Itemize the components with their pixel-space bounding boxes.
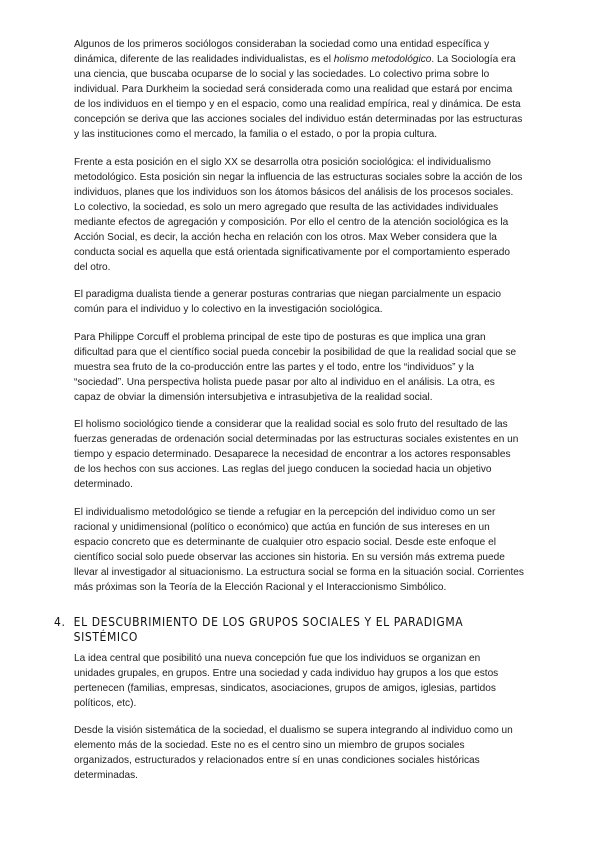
paragraph-grupos: La idea central que posibilitó una nueva concepción fue que los individuos se organizan en unidades grupales, en grupos. Entre una sociedad y cada individuo hay grupos a los que estos pertenecen (familias, empresas, sindicatos, asociaciones, grupos de amigos, iglesias, partidos políticos, etc). bbox=[74, 652, 499, 709]
paragraph-holismo-sociologico: El holismo sociológico tiende a considerar que la realidad social es solo fruto del resultado de las fuerzas generadas de ordenación social determinadas por las estructuras sociales existentes en un tiempo y espacio determinado. Desaparece la necesidad de encontrar a los actores responsables de los hechos con sus acciones. Las reglas del juego conducen la sociedad hacia un objetivo determinado. bbox=[74, 419, 519, 490]
paragraph-holismo bbox=[74, 37, 524, 142]
paragraph-individualismo-metodologico: El individualismo metodológico se tiende a refugiar en la percepción del individuo como un ser racional y unidimensional (político o económico) que actúa en función de sus intereses en un espacio concreto que es determinante de cualquier otro espacio social. Desde este enfoque el científico social solo puede observar las acciones sin historia. En su versión más extrema puede llevar al investigador al situacionismo. La estructura social se forma en la situación social. Corrientes más próximas son la Teoría de la Elección Racional y el Interaccionismo Simbólico. bbox=[74, 506, 524, 593]
paragraph-dualista: El paradigma dualista tiende a generar posturas contrarias que niegan parcialmente un espacio común para el individuo y lo colectivo en la investigación sociológica. bbox=[74, 289, 502, 315]
section-heading bbox=[54, 615, 524, 645]
paragraph-corcuff: Para Philippe Corcuff el problema principal de este tipo de posturas es que implica una gran dificultad para que el científico social pueda concebir la posibilidad de que la realidad social que se muestra sea fruto de la co-producción entre las partes y el todo, entre los “individuos” y la “sociedad”. Una perspectiva holista puede pasar por alto al individuo en el análisis. La otra, es capaz de obviar la dimensión intersubjetiva e intrasubjetiva de la realidad social. bbox=[74, 331, 517, 403]
paragraph-text: . La Sociología era una ciencia, que buscaba ocuparse de lo social y las sociedades. Lo colectivo prima sobre lo individual. Para Durkheim la sociedad será considerada como una realidad que estará por encima de los individuos en el tiempo y en el espacio, como una realidad empírica, real y dinámica. De esta concepción se deriva que las acciones sociales del individuo están determinadas por las estructuras y las instituciones como el mercado, la familia o el estado, o por la propia cultura. bbox=[74, 54, 523, 140]
section-title: EL DESCUBRIMIENTO DE LOS GRUPOS SOCIALES Y EL PARADIGMA SISTÉMICO bbox=[73, 614, 464, 644]
paragraph-individualismo: Frente a esta posición en el siglo XX se desarrolla otra posición sociológica: el individualismo metodológico. Esta posición sin negar la influencia de las estructuras sociales sobre la acción de los individuos, planes que los individuos son los átomos básicos del análisis de los procesos sociales. Lo colectivo, la sociedad, es solo un mero agregado que resulta de las actividades individuales mediante efectos de agregación y composición. Por ello el centro de la atención sociológica es la Acción Social, es decir, la acción hecha en relación con los otros. Max Weber considera que la conducta social es aquella que está orientada significativamente por el comportamiento esperado del otro. bbox=[74, 156, 523, 273]
paragraph-text: Algunos de los primeros sociólogos consideraban la sociedad como una entidad específica y dinámica, diferente de las realidades individualistas, es el bbox=[74, 39, 490, 65]
section-number: 4. bbox=[54, 614, 66, 629]
emphasis-term: holismo metodológico bbox=[333, 54, 432, 65]
paragraph-sistemica: Desde la visión sistemática de la sociedad, el dualismo se supera integrando al individuo como un elemento más de la sociedad. Este no es el centro sino un miembro de grupos sociales organizados, estructurados y relacionados entre sí en unas condiciones sociales históricas determinadas. bbox=[74, 725, 513, 781]
